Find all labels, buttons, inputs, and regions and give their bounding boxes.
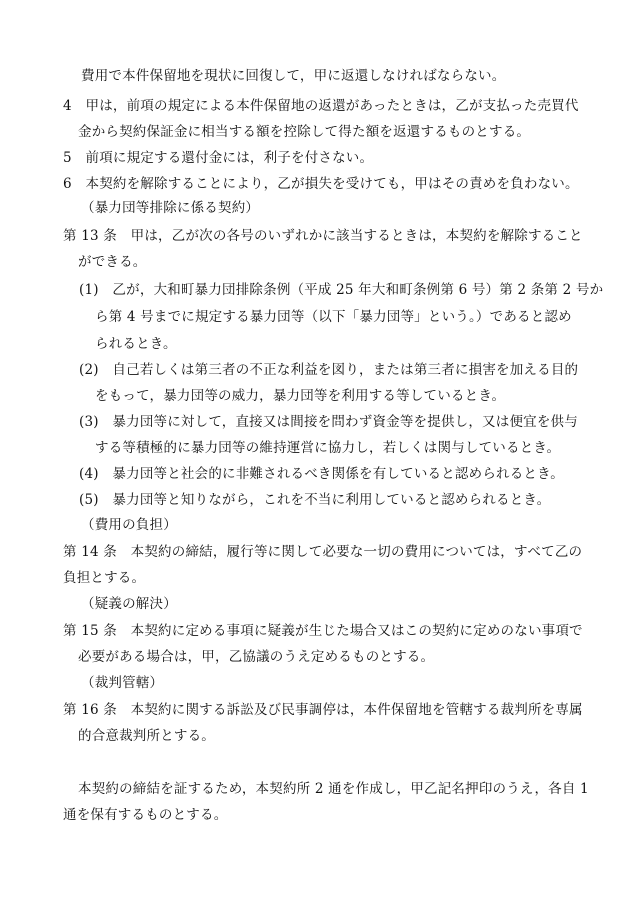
text-line: 費用で本件保留地を現状に回復して，甲に返還しなければならない。 <box>81 68 506 84</box>
closing-line: 本契約の締結を証するため，本契約所 2 通を作成し，甲乙記名押印のうえ，各自 1 <box>78 781 589 797</box>
text-line: 的合意裁判所とする。 <box>78 728 215 744</box>
list-item: (2) 自己若しくは第三者の不正な利益を図り，または第三者に損害を加える目的 <box>79 362 579 378</box>
article-line: 第 16 条 本契約に関する訴訟及び民事調停は，本件保留地を管轄する裁判所を専属 <box>63 702 583 718</box>
section-heading: （裁判管轄） <box>81 675 164 691</box>
section-heading: （費用の負担） <box>81 517 177 533</box>
section-heading: （暴力団等排除に係る契約） <box>81 200 260 216</box>
list-item: (5) 暴力団等と知りながら，これを不当に利用していると認められるとき。 <box>79 492 551 508</box>
article-line: 第 14 条 本契約の締結，履行等に関して必要な一切の費用については，すべて乙の <box>63 544 583 560</box>
text-line: ら第 4 号までに規定する暴力団等（以下「暴力団等」という。）であると認め <box>95 309 572 325</box>
text-line: 6 本契約を解除することにより，乙が損失を受けても，甲はその責めを負わない。 <box>63 176 579 192</box>
text-line: 負担とする。 <box>63 570 146 586</box>
text-line: 5 前項に規定する還付金には，利子を付さない。 <box>63 150 374 166</box>
text-line: 4 甲は，前項の規定による本件保留地の返還があったときは，乙が支払った売買代 <box>63 98 579 114</box>
section-heading: （疑義の解決） <box>81 596 177 612</box>
text-line: する等積極的に暴力団等の維持運営に協力し，若しくは関与しているとき。 <box>95 440 561 456</box>
article-line: 第 13 条 甲は，乙が次の各号のいずれかに該当するときは，本契約を解除すること <box>63 228 583 244</box>
article-line: 第 15 条 本契約に定める事項に疑義が生じた場合又はこの契約に定めのない事項で <box>63 623 583 639</box>
text-line: 必要がある場合は，甲，乙協議のうえ定めるものとする。 <box>78 649 435 665</box>
list-item: (3) 暴力団等に対して，直接又は間接を問わず資金等を提供し，又は便宜を供与 <box>79 414 578 430</box>
text-line: られるとき。 <box>95 336 177 352</box>
text-line: 通を保有するものとする。 <box>63 807 228 823</box>
list-item: (4) 暴力団等と社会的に非難されるべき関係を有していると認められるとき。 <box>79 466 564 482</box>
list-item: (1) 乙が，大和町暴力団排除条例（平成 25 年大和町条例第 6 号）第 2 条第 2 号か <box>79 282 604 298</box>
text-line: ができる。 <box>78 254 147 270</box>
text-line: 金から契約保証金に相当する額を控除して得た額を返還するものとする。 <box>78 124 531 140</box>
text-line: をもって，暴力団等の威力，暴力団等を利用する等しているとき。 <box>95 388 506 404</box>
